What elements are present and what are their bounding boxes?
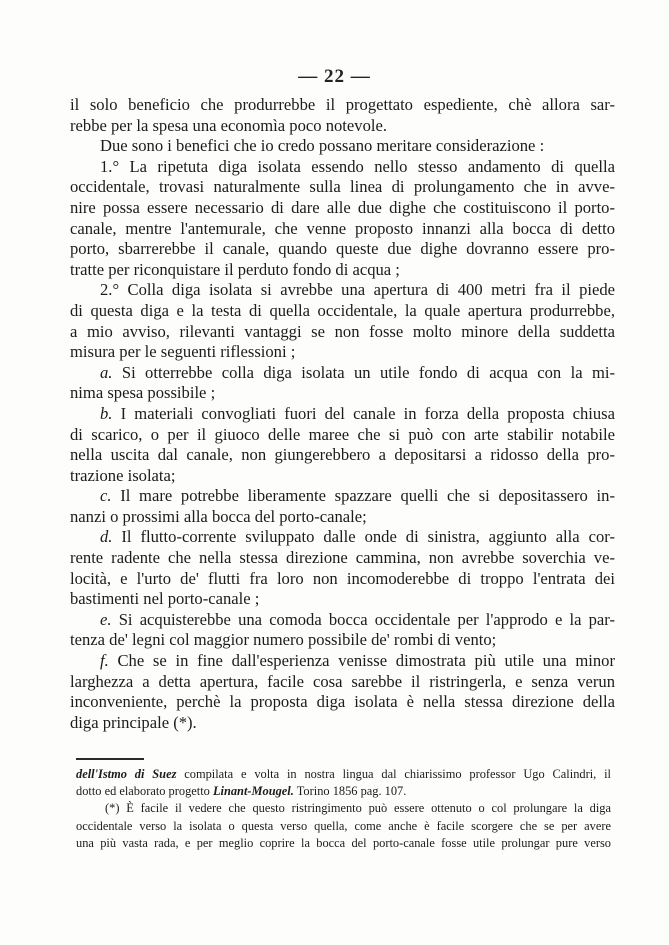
body-line: rebbe per la spesa una economìa poco notevole.: [70, 115, 387, 135]
body-line: bastimenti nel porto-canale ;: [70, 589, 260, 609]
list-item-f: f. Che se in fine dall'esperienza venisse dimostrata più utile una minor: [100, 651, 615, 671]
footnotes: [76, 766, 611, 852]
footnote-rule: [76, 758, 144, 760]
list-marker: d.: [100, 527, 113, 547]
footnote-line: dotto ed elaborato progetto Linant-Mougel. Torino 1856 pag. 107.: [76, 784, 407, 799]
footnote-line: occidentale verso la isolata o questa verso quella, come anche è facile scorgere che se per avere: [76, 818, 611, 833]
body-line: tratte per riconquistare il perduto fondo di acqua ;: [70, 259, 400, 279]
list-marker: f.: [100, 651, 109, 671]
body-line: trazione isolata;: [70, 465, 176, 485]
body-line: porto, sbarrerebbe il canale, quando queste due dighe dovranno essere pro-: [70, 239, 615, 259]
body-line: locità, e l'urto de' flutti fra loro non incomoderebbe di troppo l'entrata dei: [70, 568, 615, 588]
list-item-b: b. I materiali convogliati fuori del canale in forza della proposta chiusa: [100, 403, 615, 423]
body-line: larghezza a detta apertura, facile cosa sarebbe il ristringerla, e senza verun: [70, 671, 615, 691]
body-line: di questa diga e la testa di quella occidentale, la quale apertura produrrebbe,: [70, 300, 615, 320]
body-line: canale, mentre l'antemurale, che venne proposto innanzi alla bocca di detto: [70, 218, 615, 238]
body-line: nire possa essere necessario di dare alle due dighe che costituiscono il porto-: [70, 197, 615, 217]
body-line: occidentale, trovasi naturalmente sulla linea di prolungamento che in avve-: [70, 177, 615, 197]
body-line: diga principale (*).: [70, 712, 197, 732]
footnote-line: dell'Istmo di Suez compilata e volta in nostra lingua dal chiarissimo professor Ugo Calindri, il: [76, 767, 611, 781]
author-name: Linant-Mougel.: [212, 784, 294, 799]
book-title: dell'Istmo di Suez: [76, 767, 177, 781]
body-line: il solo beneficio che produrrebbe il progettato espediente, chè allora sar-: [70, 95, 615, 114]
body-line: nima spesa possibile ;: [70, 383, 216, 403]
list-item-e: e. Si acquisterebbe una comoda bocca occidentale per l'approdo e la par-: [100, 609, 615, 629]
list-item-a: a. Si otterrebbe colla diga isolata un utile fondo di acqua con la mi-: [100, 362, 615, 382]
body-line: tenza de' legni col maggior numero possibile de' rombi di vento;: [70, 630, 497, 650]
body-text: [70, 95, 615, 733]
list-item-d: d. Il flutto-corrente sviluppato dalle onde di sinistra, aggiunto alla cor-: [100, 527, 615, 547]
body-line: Due sono i benefici che io credo possano meritare considerazione :: [100, 136, 545, 156]
body-line: misura per le seguenti riflessioni ;: [70, 342, 296, 362]
list-marker: c.: [100, 486, 112, 506]
body-line: nanzi o prossimi alla bocca del porto-canale;: [70, 506, 367, 526]
body-line: inconveniente, perchè la proposta diga isolata è nella stessa direzione della: [70, 692, 615, 712]
list-marker: b.: [100, 403, 113, 423]
footnote-line: una più vasta rada, e per meglio coprire la bocca del porto-canale fosse utile prolungar pure verso: [76, 835, 611, 850]
list-marker: e.: [100, 609, 112, 629]
page-number: — 22 —: [298, 66, 371, 87]
body-line: di scarico, o per il giuoco delle maree che si può con arte stabilir notabile: [70, 424, 615, 444]
body-line: a mio avviso, rilevanti vantaggi se non fosse molto minore della suddetta: [70, 321, 615, 341]
body-line: rente radente che nella stessa direzione cammina, non avrebbe soverchia ve-: [70, 548, 615, 568]
numbered-item-1: 1.° La ripetuta diga isolata essendo nello stesso andamento di quella: [100, 156, 615, 176]
body-line: nella uscita dal canale, non giungerebbero a depositarsi a ridosso della pro-: [70, 445, 615, 465]
footnote-star: (*) È facile il vedere che questo ristringimento può essere ottenuto o col prolungare la diga: [105, 801, 611, 816]
list-item-c: c. Il mare potrebbe liberamente spazzare quelli che si depositassero in-: [100, 486, 615, 506]
numbered-item-2: 2.° Colla diga isolata si avrebbe una apertura di 400 metri fra il piede: [100, 280, 615, 300]
list-marker: a.: [100, 362, 113, 382]
